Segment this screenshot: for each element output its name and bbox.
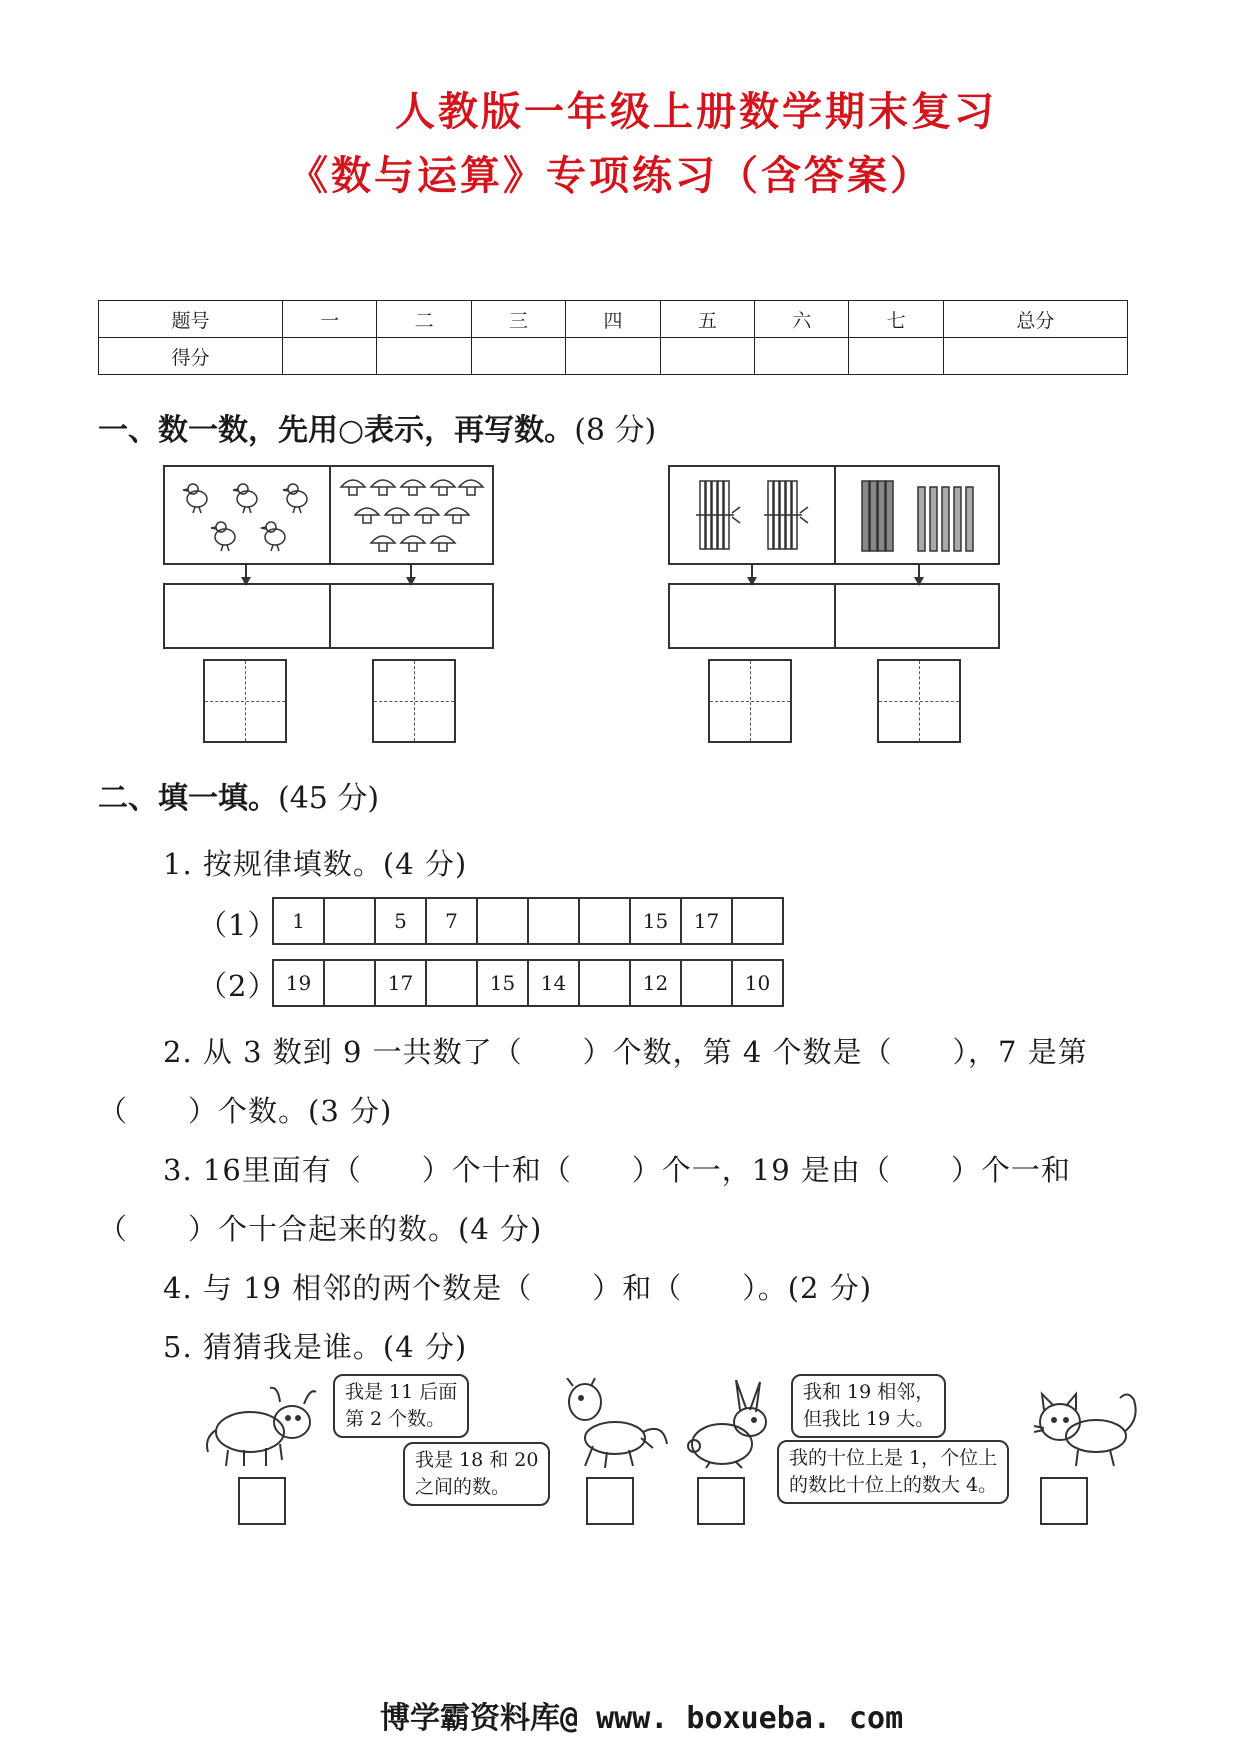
sequence-cell: 14 xyxy=(528,960,579,1006)
speech-bubble-horse xyxy=(403,1442,550,1506)
horse-icon xyxy=(545,1378,675,1473)
rabbit-icon xyxy=(680,1380,790,1470)
sequence-row-2 xyxy=(272,959,784,1007)
speech-bubble-cat xyxy=(777,1440,1009,1504)
score-input-cell[interactable] xyxy=(283,338,377,375)
score-row-label: 得分 xyxy=(99,338,283,375)
bubble-text: 我是 18 和 20 xyxy=(415,1449,539,1471)
sequence-cell: 15 xyxy=(630,898,681,944)
bubble-text: 我的十位上是 1，个位上 xyxy=(789,1447,998,1469)
sequence-row-1 xyxy=(272,897,784,945)
section-1-title: 一、数一数，先用○表示，再写数。 xyxy=(98,413,575,448)
score-cell: 七 xyxy=(849,301,943,338)
sequence-blank-cell[interactable] xyxy=(579,898,630,944)
score-input-cell[interactable] xyxy=(471,338,565,375)
question-4: 4. 与 19 相邻的两个数是（ ）和（ ）。(2 分) xyxy=(163,1271,873,1305)
score-input-cell[interactable] xyxy=(566,338,660,375)
score-cell: 四 xyxy=(566,301,660,338)
number-writing-grid[interactable] xyxy=(203,659,287,743)
sequence-cell: 5 xyxy=(375,898,426,944)
sequence-cell: 10 xyxy=(732,960,783,1006)
score-cell: 题号 xyxy=(99,301,283,338)
score-input-cell[interactable] xyxy=(755,338,849,375)
answer-box-cat[interactable] xyxy=(1040,1477,1088,1525)
bubble-text: 但我比 19 大。 xyxy=(803,1408,935,1430)
bubble-text: 之间的数。 xyxy=(415,1476,511,1498)
section-2-title: 二、填一填。 xyxy=(98,781,278,816)
speech-bubble-rabbit xyxy=(791,1374,946,1438)
bubble-text: 我是 11 后面 xyxy=(345,1381,458,1403)
score-cell: 总分 xyxy=(943,301,1127,338)
sequence-cell: 1 xyxy=(273,898,324,944)
footer-watermark: 博学霸资料库@ www. boxueba. com xyxy=(380,1701,904,1736)
score-cell: 一 xyxy=(283,301,377,338)
sequence-cell: 17 xyxy=(681,898,732,944)
circle-drawing-box-right[interactable] xyxy=(668,583,1000,649)
cat-icon xyxy=(1030,1380,1145,1470)
speech-bubble-cow xyxy=(333,1374,469,1438)
sequence-cell: 7 xyxy=(426,898,477,944)
question-3-line-1: 3. 16里面有（ ）个十和（ ）个一，19 是由（ ）个一和 xyxy=(163,1153,1071,1187)
sequence-cell: 15 xyxy=(477,960,528,1006)
score-cell: 二 xyxy=(377,301,471,338)
section-1-points: (8 分) xyxy=(574,413,657,448)
answer-box-horse[interactable] xyxy=(586,1477,634,1525)
sequence-cell: 12 xyxy=(630,960,681,1006)
bubble-text: 第 2 个数。 xyxy=(345,1408,446,1430)
sequence-blank-cell[interactable] xyxy=(732,898,783,944)
picture-box-sticks xyxy=(668,465,1000,565)
sequence-blank-cell[interactable] xyxy=(477,898,528,944)
picture-box-animals xyxy=(163,465,494,565)
answer-box-rabbit[interactable] xyxy=(697,1477,745,1525)
score-input-cell[interactable] xyxy=(943,338,1127,375)
divider xyxy=(834,467,836,563)
section-2-heading xyxy=(98,773,379,817)
question-1: 1. 按规律填数。(4 分) xyxy=(163,847,468,881)
number-writing-grid[interactable] xyxy=(372,659,456,743)
number-writing-grid[interactable] xyxy=(708,659,792,743)
mushrooms-icon xyxy=(335,471,491,561)
question-5: 5. 猜猜我是谁。(4 分) xyxy=(163,1330,468,1364)
score-table-header-row xyxy=(99,301,1128,338)
section-2-points: (45 分) xyxy=(278,781,380,816)
cow-icon xyxy=(200,1380,320,1470)
score-cell: 三 xyxy=(471,301,565,338)
circle-drawing-box-left[interactable] xyxy=(163,583,494,649)
bubble-text: 的数比十位上的数大 4。 xyxy=(789,1474,998,1496)
answer-box-cow[interactable] xyxy=(238,1477,286,1525)
title-line-2: 《数与运算》专项练习（含答案） xyxy=(288,152,933,199)
score-input-cell[interactable] xyxy=(849,338,943,375)
question-2-line-1: 2. 从 3 数到 9 一共数了（ ）个数，第 4 个数是（ ），7 是第 xyxy=(163,1035,1088,1069)
sequence-blank-cell[interactable] xyxy=(681,960,732,1006)
sequence-blank-cell[interactable] xyxy=(579,960,630,1006)
question-2-line-2: （ ）个数。(3 分) xyxy=(98,1094,393,1128)
section-1-heading xyxy=(98,405,656,449)
score-cell: 六 xyxy=(755,301,849,338)
sequence-blank-cell[interactable] xyxy=(324,960,375,1006)
sequence-blank-cell[interactable] xyxy=(528,898,579,944)
sequence-1-label: （1） xyxy=(198,908,278,942)
score-cell: 五 xyxy=(660,301,754,338)
sequence-blank-cell[interactable] xyxy=(324,898,375,944)
title-line-1: 人教版一年级上册数学期末复习 xyxy=(395,88,997,135)
divider xyxy=(834,585,836,647)
score-input-cell[interactable] xyxy=(377,338,471,375)
score-input-cell[interactable] xyxy=(660,338,754,375)
divider xyxy=(329,585,331,647)
chicks-icon xyxy=(175,473,325,559)
sequence-cell: 19 xyxy=(273,960,324,1006)
sequence-blank-cell[interactable] xyxy=(426,960,477,1006)
sequence-cell: 17 xyxy=(375,960,426,1006)
stick-bundles-icon xyxy=(680,473,830,559)
sticks-icon xyxy=(846,473,996,559)
number-writing-grid[interactable] xyxy=(877,659,961,743)
bubble-text: 我和 19 相邻， xyxy=(803,1381,935,1403)
sequence-2-label: （2） xyxy=(198,969,278,1003)
divider xyxy=(329,467,331,563)
question-3-line-2: （ ）个十合起来的数。(4 分) xyxy=(98,1212,543,1246)
score-table xyxy=(98,300,1128,375)
score-table-score-row xyxy=(99,338,1128,375)
